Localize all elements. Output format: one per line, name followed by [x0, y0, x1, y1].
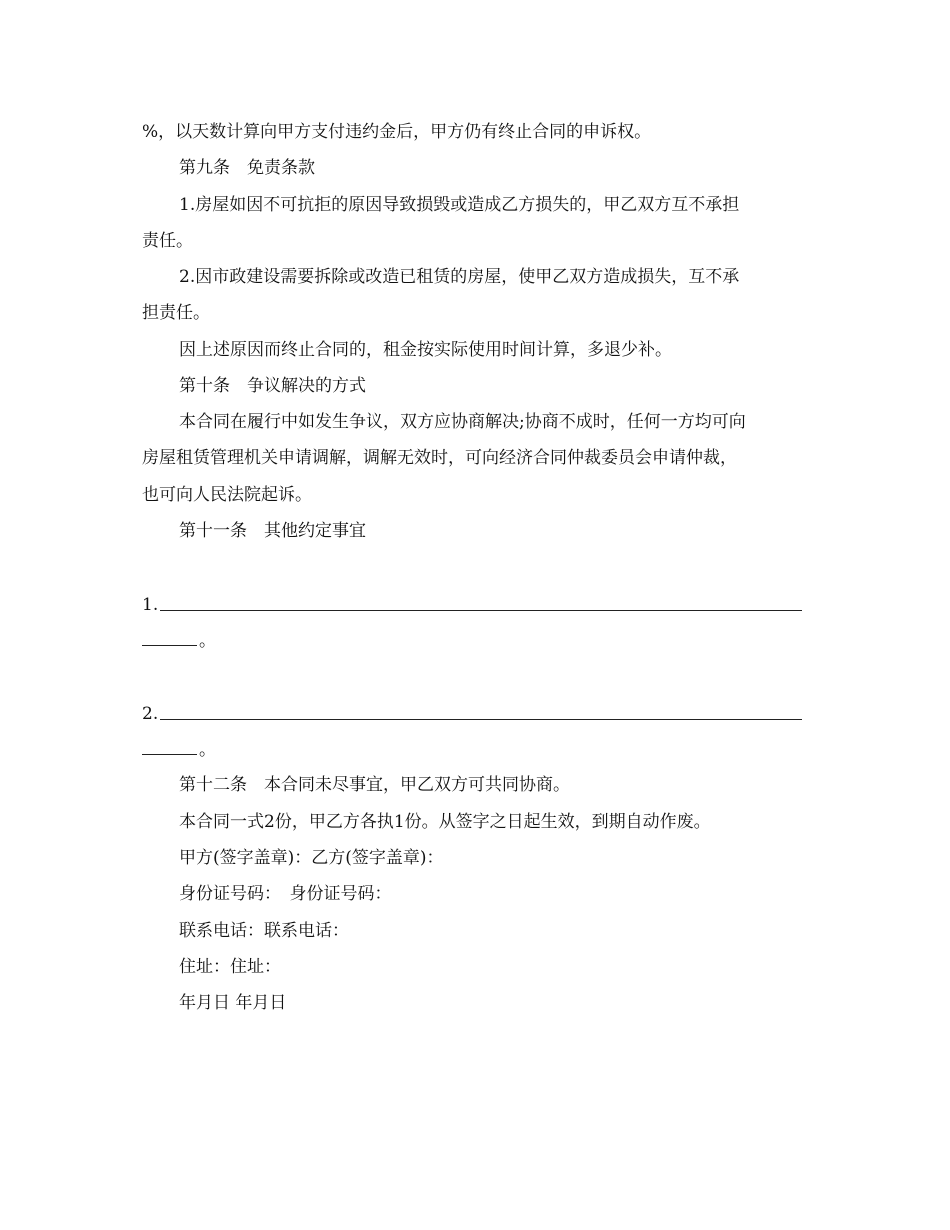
signature-line-id-number: 身份证号码： 身份证号码： — [179, 884, 392, 904]
fill-in-line-1-cont — [142, 631, 197, 646]
section-heading-article-9: 第九条 免责条款 — [179, 158, 315, 178]
fill-in-line-1 — [160, 610, 802, 611]
blank-item-2-period: 。 — [199, 740, 216, 760]
blank-item-2-prefix: 2. — [142, 704, 159, 724]
text-line-penalty: %，以天数计算向甲方支付违约金后，甲方仍有终止合同的申诉权。 — [142, 122, 652, 142]
signature-line-parties: 甲方(签字盖章)：乙方(签字盖章)： — [179, 848, 444, 868]
signature-line-address: 住址：住址： — [179, 957, 281, 977]
section-heading-article-10: 第十条 争议解决的方式 — [179, 376, 366, 396]
text-line-dispute-2: 房屋租赁管理机关申请调解，调解无效时，可向经济合同仲裁委员会申请仲裁， — [142, 448, 737, 468]
text-line-clause-9-1-cont: 责任。 — [142, 231, 193, 251]
section-heading-article-11: 第十一条 其他约定事宜 — [179, 521, 366, 541]
blank-item-1-prefix: 1. — [142, 595, 159, 615]
text-line-dispute-3: 也可向人民法院起诉。 — [142, 485, 312, 505]
blank-item-1-end — [142, 630, 216, 652]
fill-in-line-2-cont — [142, 740, 197, 755]
text-line-clause-9-2: 2.因市政建设需要拆除或改造已租赁的房屋，使甲乙双方造成损失，互不承 — [179, 267, 740, 287]
blank-item-2-end — [142, 739, 216, 761]
blank-item-1-period: 。 — [199, 631, 216, 651]
text-line-copies: 本合同一式2份，甲乙方各执1份。从签字之日起生效，到期自动作废。 — [179, 812, 711, 832]
text-line-dispute-1: 本合同在履行中如发生争议，双方应协商解决;协商不成时，任何一方均可向 — [179, 412, 746, 432]
section-heading-article-12: 第十二条 本合同未尽事宜，甲乙双方可共同协商。 — [179, 775, 570, 795]
text-line-clause-9-2-cont: 担责任。 — [142, 303, 210, 323]
text-line-clause-9-1: 1.房屋如因不可抗拒的原因导致损毁或造成乙方损失的，甲乙双方互不承担 — [179, 195, 740, 215]
text-line-rent-settlement: 因上述原因而终止合同的，租金按实际使用时间计算，多退少补。 — [179, 340, 672, 360]
signature-line-date: 年月日 年月日 — [179, 993, 287, 1013]
signature-line-phone: 联系电话：联系电话： — [179, 921, 349, 941]
fill-in-line-2 — [160, 719, 802, 720]
